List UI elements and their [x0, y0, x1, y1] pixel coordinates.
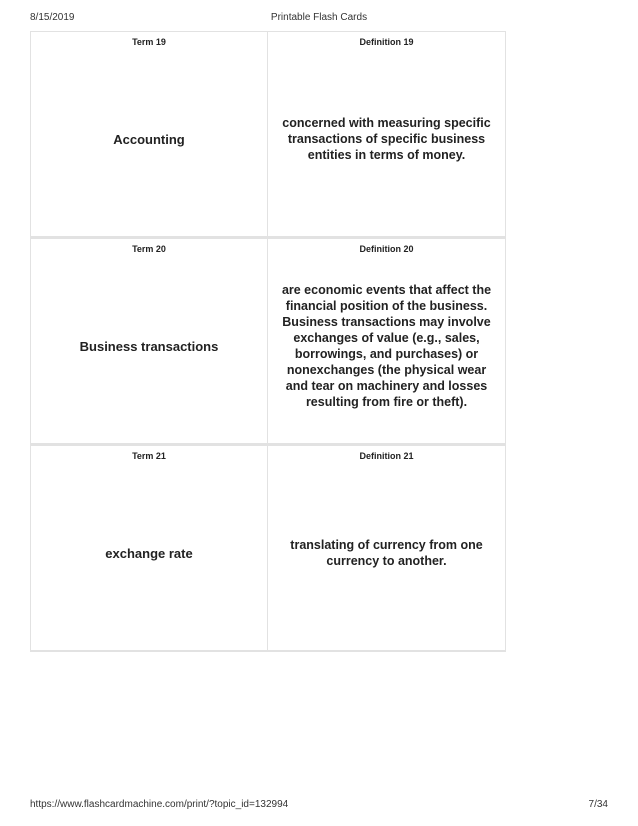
term-label: Term 19 — [132, 37, 166, 47]
print-date: 8/15/2019 — [30, 12, 75, 23]
term-cell — [30, 31, 267, 237]
definition-text: concerned with measuring specific transactions of specific business entities in terms of money. — [282, 116, 491, 162]
term-text: Business transactions — [79, 338, 219, 354]
definition-cell — [267, 31, 506, 237]
term-label: Term 20 — [132, 244, 166, 254]
page-url: https://www.flashcardmachine.com/print/?topic_id=132994 — [30, 799, 289, 810]
term-text: Accounting — [113, 131, 185, 147]
flash-card-row — [30, 238, 506, 445]
term-cell — [30, 445, 267, 651]
definition-label: Definition 20 — [359, 244, 414, 254]
term-text: exchange rate — [105, 545, 193, 561]
definition-label: Definition 21 — [359, 451, 414, 461]
flash-card-grid — [30, 31, 506, 652]
flash-card-row — [30, 31, 506, 238]
term-label: Term 21 — [132, 451, 166, 461]
definition-cell — [267, 445, 506, 651]
definition-text: are economic events that affect the financial position of the business. Business transactions may involve exchanges of value (e.g., sales, borrowings, and purchases) or nonexchanges (the physical wear and tear on machinery and losses resulting from fire or theft). — [281, 283, 492, 409]
definition-text: translating of currency from one currency to another. — [290, 538, 483, 568]
definition-cell — [267, 238, 506, 444]
page-title: Printable Flash Cards — [270, 12, 368, 23]
flash-card-row — [30, 445, 506, 652]
definition-label: Definition 19 — [359, 37, 414, 47]
page-number: 7/34 — [588, 799, 608, 810]
term-cell — [30, 238, 267, 444]
